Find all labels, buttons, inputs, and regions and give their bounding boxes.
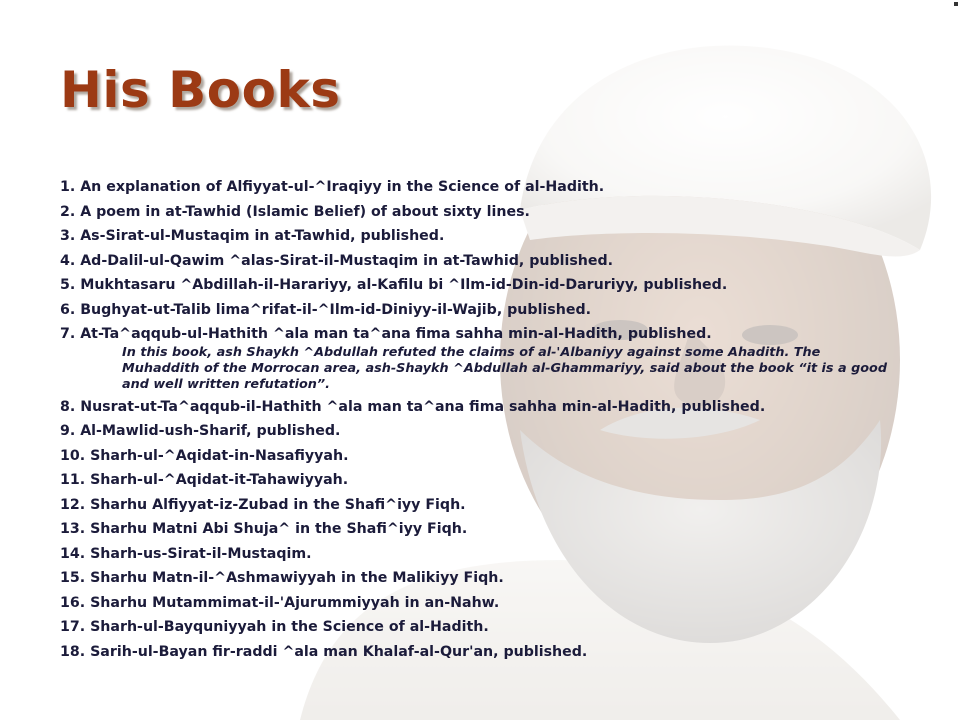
book-note: In this book, ash Shaykh ^Abdullah refuted the claims of al-'Albaniyy against some Ahadith. The Muhaddith of the Morrocan area, ash-Shaykh ^Abdullah al-Ghammariyy, said about the book “it is a good and well written refutation”. (122, 344, 887, 392)
book-list (60, 175, 920, 664)
list-item: 9. Al-Mawlid-ush-Sharif, published. (60, 423, 341, 439)
list-item: 1. An explanation of Alfiyyat-ul-^Iraqiyy in the Science of al-Hadith. (60, 179, 605, 195)
list-item: 10. Sharh-ul-^Aqidat-in-Nasafiyyah. (60, 447, 349, 464)
list-item: 11. Sharh-ul-^Aqidat-it-Tahawiyyah. (60, 472, 349, 488)
list-item: 7. At-Ta^aqqub-ul-Hathith ^ala man ta^ana fima sahha min-al-Hadith, published. (60, 326, 712, 342)
list-item: 15. Sharhu Matn-il-^Ashmawiyyah in the Malikiyy Fiqh. (60, 570, 504, 586)
list-item: 4. Ad-Dalil-ul-Qawim ^alas-Sirat-il-Mustaqim in at-Tawhid, published. (60, 252, 614, 269)
list-item: 8. Nusrat-ut-Ta^aqqub-il-Hathith ^ala man ta^ana fima sahha min-al-Hadith, published. (60, 398, 766, 415)
list-item: 18. Sarih-ul-Bayan fir-raddi ^ala man Khalaf-al-Qur'an, published. (60, 643, 588, 660)
list-item: 3. As-Sirat-ul-Mustaqim in at-Tawhid, published. (60, 228, 445, 244)
list-item: 2. A poem in at-Tawhid (Islamic Belief) of about sixty lines. (60, 203, 530, 220)
list-item: 17. Sharh-ul-Bayquniyyah in the Science of al-Hadith. (60, 619, 489, 635)
list-item: 5. Mukhtasaru ^Abdillah-il-Harariyy, al-Kafilu bi ^Ilm-id-Din-id-Daruriyy, published. (60, 277, 728, 293)
list-item: 14. Sharh-us-Sirat-il-Mustaqim. (60, 545, 312, 562)
list-item: 6. Bughyat-ut-Talib lima^rifat-il-^Ilm-id-Diniyy-il-Wajib, published. (60, 301, 592, 318)
list-item: 12. Sharhu Alfiyyat-iz-Zubad in the Shafi^iyy Fiqh. (60, 496, 466, 513)
corner-marker (954, 2, 958, 6)
page-title: His Books (60, 61, 341, 119)
list-item: 16. Sharhu Mutammimat-il-'Ajurummiyyah in an-Nahw. (60, 594, 500, 611)
list-item: 13. Sharhu Matni Abi Shuja^ in the Shafi^iyy Fiqh. (60, 521, 468, 537)
